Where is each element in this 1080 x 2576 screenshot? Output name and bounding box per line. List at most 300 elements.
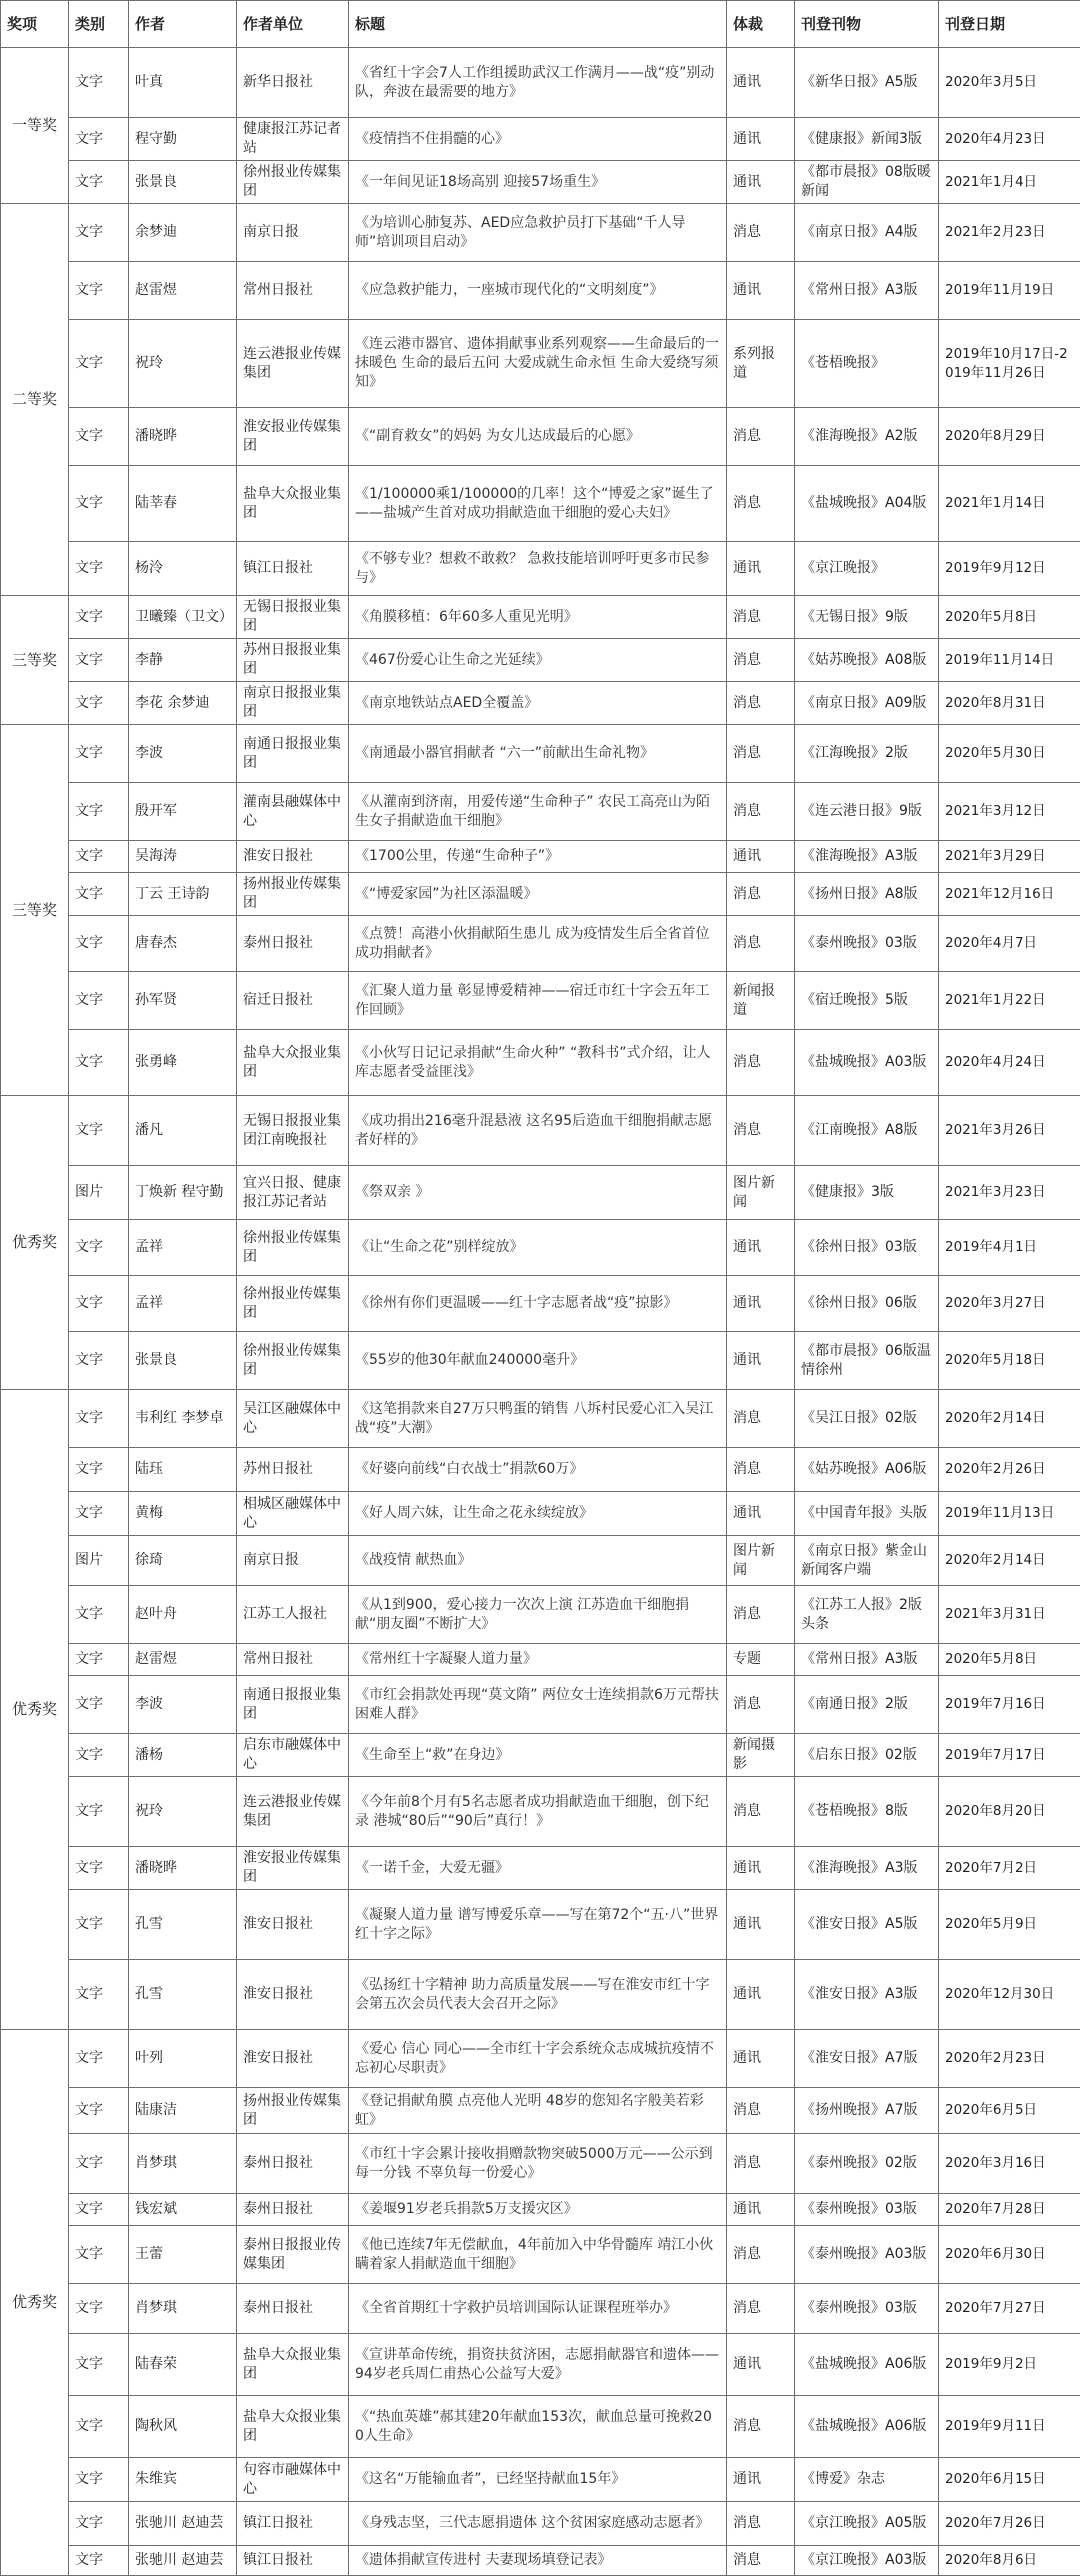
- date-cell: 2021年1月14日: [939, 466, 1080, 542]
- author-cell: 孔雪: [129, 1960, 237, 2030]
- header-unit: 作者单位: [237, 1, 349, 48]
- table-row: [1, 408, 1080, 466]
- unit-cell: 句容市融媒体中心: [237, 2458, 349, 2502]
- publication-cell: 《淮海晚报》A2版: [795, 408, 939, 466]
- unit-cell: 常州日报社: [237, 1644, 349, 1676]
- table-row: [1, 2194, 1080, 2226]
- genre-cell: 专题: [727, 1644, 795, 1676]
- title-cell: 《“博爱家园”为社区添温暖》: [349, 873, 727, 916]
- title-cell: 《他已连续7年无偿献血，4年前加入中华骨髓库 靖江小伙瞒着家人捐献造血干细胞》: [349, 2226, 727, 2284]
- date-cell: 2019年4月1日: [939, 1220, 1080, 1276]
- author-cell: 余梦迪: [129, 204, 237, 262]
- unit-cell: 无锡日报报业集团江南晚报社: [237, 1096, 349, 1166]
- award-cell: 三等奖: [1, 725, 69, 1096]
- table-row: [1, 1332, 1080, 1390]
- unit-cell: 新华日报社: [237, 48, 349, 118]
- publication-cell: 《吴江日报》02版: [795, 1390, 939, 1448]
- header-publication: 刊登刊物: [795, 1, 939, 48]
- genre-cell: 通讯: [727, 1847, 795, 1890]
- category-cell: 文字: [69, 408, 129, 466]
- unit-cell: 扬州报业传媒集团: [237, 873, 349, 916]
- genre-cell: 消息: [727, 682, 795, 725]
- author-cell: 孙军贤: [129, 972, 237, 1030]
- publication-cell: 《扬州日报》A8版: [795, 873, 939, 916]
- genre-cell: 消息: [727, 596, 795, 639]
- publication-cell: 《徐州日报》03版: [795, 1220, 939, 1276]
- date-cell: 2020年3月5日: [939, 48, 1080, 118]
- table-row: [1, 262, 1080, 320]
- header-author: 作者: [129, 1, 237, 48]
- author-cell: 陆珏: [129, 1448, 237, 1492]
- author-cell: 唐春杰: [129, 916, 237, 972]
- category-cell: 文字: [69, 2546, 129, 2576]
- category-cell: 文字: [69, 466, 129, 542]
- date-cell: 2019年9月11日: [939, 2396, 1080, 2458]
- author-cell: 陶秋风: [129, 2396, 237, 2458]
- table-row: [1, 1030, 1080, 1096]
- category-cell: 文字: [69, 1276, 129, 1332]
- genre-cell: 消息: [727, 873, 795, 916]
- title-cell: 《祭双亲 》: [349, 1166, 727, 1220]
- title-cell: 《生命至上“救”在身边》: [349, 1734, 727, 1777]
- date-cell: 2020年7月28日: [939, 2194, 1080, 2226]
- category-cell: 文字: [69, 1890, 129, 1960]
- category-cell: 文字: [69, 1220, 129, 1276]
- unit-cell: 无锡日报报业集团: [237, 596, 349, 639]
- title-cell: 《战疫情 献热血》: [349, 1536, 727, 1586]
- unit-cell: 泰州日报社: [237, 2194, 349, 2226]
- genre-cell: 消息: [727, 2134, 795, 2194]
- title-cell: 《好人周六妹，让生命之花永续绽放》: [349, 1492, 727, 1536]
- date-cell: 2020年12月30日: [939, 1960, 1080, 2030]
- category-cell: 文字: [69, 1734, 129, 1777]
- category-cell: 文字: [69, 1448, 129, 1492]
- unit-cell: 苏州日报报业集团: [237, 639, 349, 682]
- author-cell: 杨泠: [129, 542, 237, 596]
- genre-cell: 消息: [727, 1030, 795, 1096]
- table-row: [1, 1220, 1080, 1276]
- unit-cell: 健康报江苏记者站: [237, 118, 349, 161]
- table-row: [1, 1096, 1080, 1166]
- category-cell: 图片: [69, 1536, 129, 1586]
- title-cell: 《这名“万能输血者”，已经坚持献血15年》: [349, 2458, 727, 2502]
- genre-cell: 消息: [727, 783, 795, 841]
- publication-cell: 《健康报》3版: [795, 1166, 939, 1220]
- title-cell: 《弘扬红十字精神 助力高质量发展——写在淮安市红十字会第五次会员代表大会召开之际》: [349, 1960, 727, 2030]
- genre-cell: 消息: [727, 2284, 795, 2334]
- unit-cell: 泰州日报社: [237, 916, 349, 972]
- category-cell: 文字: [69, 2396, 129, 2458]
- genre-cell: 通讯: [727, 118, 795, 161]
- unit-cell: 连云港报业传媒集团: [237, 320, 349, 408]
- header-award: 奖项: [1, 1, 69, 48]
- author-cell: 王蕾: [129, 2226, 237, 2284]
- date-cell: 2019年9月12日: [939, 542, 1080, 596]
- title-cell: 《“热血英雄”郝其建20年献血153次，献血总量可挽救200人生命》: [349, 2396, 727, 2458]
- category-cell: 文字: [69, 873, 129, 916]
- title-cell: 《南京地铁站点AED全覆盖》: [349, 682, 727, 725]
- title-cell: 《一年间见证18场高别 迎接57场重生》: [349, 161, 727, 204]
- author-cell: 祝玲: [129, 1777, 237, 1847]
- table-row: [1, 2546, 1080, 2576]
- category-cell: 文字: [69, 2334, 129, 2396]
- genre-cell: 消息: [727, 2396, 795, 2458]
- publication-cell: 《徐州日报》06版: [795, 1276, 939, 1332]
- author-cell: 程守勤: [129, 118, 237, 161]
- award-cell: 优秀奖: [1, 1096, 69, 1390]
- author-cell: 张驰川 赵迪芸: [129, 2546, 237, 2576]
- title-cell: 《55岁的他30年献血240000毫升》: [349, 1332, 727, 1390]
- title-cell: 《宣讲革命传统，捐资扶贫济困，志愿捐献器官和遗体——94岁老兵周仁甫热心公益写大爱》: [349, 2334, 727, 2396]
- date-cell: 2020年3月27日: [939, 1276, 1080, 1332]
- publication-cell: 《连云港日报》9版: [795, 783, 939, 841]
- unit-cell: 南京日报: [237, 1536, 349, 1586]
- category-cell: 文字: [69, 596, 129, 639]
- genre-cell: 消息: [727, 725, 795, 783]
- author-cell: 韦利红 李梦卓: [129, 1390, 237, 1448]
- category-cell: 文字: [69, 1777, 129, 1847]
- title-cell: 《南通最小器官捐献者 “六一”前献出生命礼物》: [349, 725, 727, 783]
- category-cell: 文字: [69, 161, 129, 204]
- publication-cell: 《江南晚报》A8版: [795, 1096, 939, 1166]
- category-cell: 文字: [69, 1586, 129, 1644]
- author-cell: 殷开军: [129, 783, 237, 841]
- date-cell: 2020年4月24日: [939, 1030, 1080, 1096]
- table-row: [1, 2502, 1080, 2546]
- category-cell: 文字: [69, 1030, 129, 1096]
- category-cell: 文字: [69, 320, 129, 408]
- publication-cell: 《新华日报》A5版: [795, 48, 939, 118]
- publication-cell: 《盐城晚报》A03版: [795, 1030, 939, 1096]
- unit-cell: 淮安报业传媒集团: [237, 408, 349, 466]
- genre-cell: 新闻报道: [727, 972, 795, 1030]
- date-cell: 2020年4月23日: [939, 118, 1080, 161]
- genre-cell: 消息: [727, 639, 795, 682]
- genre-cell: 通讯: [727, 262, 795, 320]
- table-row: [1, 2396, 1080, 2458]
- genre-cell: 消息: [727, 466, 795, 542]
- title-cell: 《今年前8个月有5名志愿者成功捐献造血干细胞，创下纪录 港城“80后”“90后”真行！》: [349, 1777, 727, 1847]
- genre-cell: 通讯: [727, 1960, 795, 2030]
- category-cell: 文字: [69, 2088, 129, 2134]
- author-cell: 陆春荣: [129, 2334, 237, 2396]
- table-row: [1, 1390, 1080, 1448]
- table-row: [1, 2458, 1080, 2502]
- category-cell: 文字: [69, 1676, 129, 1734]
- publication-cell: 《南京日报》A09版: [795, 682, 939, 725]
- publication-cell: 《泰州晚报》03版: [795, 2194, 939, 2226]
- author-cell: 丁焕新 程守勤: [129, 1166, 237, 1220]
- publication-cell: 《盐城晚报》A04版: [795, 466, 939, 542]
- genre-cell: 消息: [727, 1586, 795, 1644]
- category-cell: 文字: [69, 118, 129, 161]
- unit-cell: 淮安日报社: [237, 1890, 349, 1960]
- title-cell: 《成功捐出216毫升混悬液 这名95后造血干细胞捐献志愿者好样的》: [349, 1096, 727, 1166]
- date-cell: 2020年2月14日: [939, 1390, 1080, 1448]
- author-cell: 张景良: [129, 161, 237, 204]
- genre-cell: 消息: [727, 1777, 795, 1847]
- genre-cell: 消息: [727, 916, 795, 972]
- award-cell: 三等奖: [1, 596, 69, 725]
- author-cell: 祝玲: [129, 320, 237, 408]
- header-date: 刊登日期: [939, 1, 1080, 48]
- title-cell: 《姜堰91岁老兵捐款5万支援灾区》: [349, 2194, 727, 2226]
- category-cell: 文字: [69, 1644, 129, 1676]
- publication-cell: 《扬州晚报》A7版: [795, 2088, 939, 2134]
- date-cell: 2019年11月19日: [939, 262, 1080, 320]
- author-cell: 叶列: [129, 2030, 237, 2088]
- category-cell: 文字: [69, 2134, 129, 2194]
- table-row: [1, 1166, 1080, 1220]
- table-row: [1, 2226, 1080, 2284]
- table-row: [1, 1734, 1080, 1777]
- category-cell: 文字: [69, 972, 129, 1030]
- table-row: [1, 725, 1080, 783]
- publication-cell: 《泰州晚报》03版: [795, 2284, 939, 2334]
- table-row: [1, 1777, 1080, 1847]
- publication-cell: 《都市晨报》06版温情徐州: [795, 1332, 939, 1390]
- category-cell: 文字: [69, 1492, 129, 1536]
- author-cell: 李静: [129, 639, 237, 682]
- author-cell: 朱维宾: [129, 2458, 237, 2502]
- category-cell: 文字: [69, 639, 129, 682]
- unit-cell: 吴江区融媒体中心: [237, 1390, 349, 1448]
- author-cell: 张驰川 赵迪芸: [129, 2502, 237, 2546]
- publication-cell: 《京江晚报》A05版: [795, 2502, 939, 2546]
- author-cell: 陆莘春: [129, 466, 237, 542]
- author-cell: 潘凡: [129, 1096, 237, 1166]
- header-row: [1, 1, 1080, 48]
- date-cell: 2020年4月7日: [939, 916, 1080, 972]
- genre-cell: 通讯: [727, 161, 795, 204]
- category-cell: 图片: [69, 1166, 129, 1220]
- title-cell: 《全省首期红十字救护员培训国际认证课程班举办》: [349, 2284, 727, 2334]
- date-cell: 2020年8月6日: [939, 2546, 1080, 2576]
- table-row: [1, 2284, 1080, 2334]
- date-cell: 2021年1月22日: [939, 972, 1080, 1030]
- publication-cell: 《淮海晚报》A3版: [795, 841, 939, 873]
- table-row: [1, 841, 1080, 873]
- table-body: [1, 48, 1080, 2576]
- date-cell: 2019年7月16日: [939, 1676, 1080, 1734]
- date-cell: 2019年11月14日: [939, 639, 1080, 682]
- title-cell: 《身残志坚，三代志愿捐遗体 这个贫困家庭感动志愿者》: [349, 2502, 727, 2546]
- publication-cell: 《无锡日报》9版: [795, 596, 939, 639]
- table-row: [1, 1276, 1080, 1332]
- title-cell: 《小伙写日记记录捐献“生命火种” “教科书”式介绍，让人库志愿者受益匪浅》: [349, 1030, 727, 1096]
- unit-cell: 徐州报业传媒集团: [237, 1332, 349, 1390]
- publication-cell: 《南京日报》A4版: [795, 204, 939, 262]
- publication-cell: 《淮安日报》A5版: [795, 1890, 939, 1960]
- date-cell: 2019年9月2日: [939, 2334, 1080, 2396]
- publication-cell: 《博爱》杂志: [795, 2458, 939, 2502]
- category-cell: 文字: [69, 1332, 129, 1390]
- table-row: [1, 118, 1080, 161]
- date-cell: 2021年3月29日: [939, 841, 1080, 873]
- title-cell: 《市红十字会累计接收捐赠款物突破5000万元——公示到每一分钱 不辜负每一份爱心》: [349, 2134, 727, 2194]
- genre-cell: 消息: [727, 1676, 795, 1734]
- category-cell: 文字: [69, 725, 129, 783]
- category-cell: 文字: [69, 682, 129, 725]
- unit-cell: 苏州日报社: [237, 1448, 349, 1492]
- author-cell: 李花 余梦迪: [129, 682, 237, 725]
- award-cell: 二等奖: [1, 204, 69, 596]
- unit-cell: 南通日报报业集团: [237, 1676, 349, 1734]
- unit-cell: 淮安日报社: [237, 2030, 349, 2088]
- publication-cell: 《江海晚报》2版: [795, 725, 939, 783]
- title-cell: 《市红会捐款处再现“莫文隋” 两位女士连续捐款6万元帮扶困难人群》: [349, 1676, 727, 1734]
- title-cell: 《从1到900，爱心接力一次次上演 江苏造血干细胞捐献“朋友圈”不断扩大》: [349, 1586, 727, 1644]
- author-cell: 黄梅: [129, 1492, 237, 1536]
- genre-cell: 消息: [727, 1448, 795, 1492]
- author-cell: 陆康洁: [129, 2088, 237, 2134]
- table-row: [1, 1492, 1080, 1536]
- date-cell: 2019年7月17日: [939, 1734, 1080, 1777]
- title-cell: 《徐州有你们更温暖——红十字志愿者战“疫”掠影》: [349, 1276, 727, 1332]
- author-cell: 肖梦琪: [129, 2284, 237, 2334]
- category-cell: 文字: [69, 48, 129, 118]
- publication-cell: 《宿迁晚报》5版: [795, 972, 939, 1030]
- date-cell: 2020年8月29日: [939, 408, 1080, 466]
- award-cell: 优秀奖: [1, 2030, 69, 2576]
- title-cell: 《凝聚人道力量 谱写博爱乐章——写在第72个“五·八”世界红十字之际》: [349, 1890, 727, 1960]
- unit-cell: 南京日报报业集团: [237, 682, 349, 725]
- genre-cell: 系列报道: [727, 320, 795, 408]
- unit-cell: 连云港报业传媒集团: [237, 1777, 349, 1847]
- publication-cell: 《淮安日报》A7版: [795, 2030, 939, 2088]
- category-cell: 文字: [69, 2284, 129, 2334]
- author-cell: 潘杨: [129, 1734, 237, 1777]
- unit-cell: 泰州日报报业传媒集团: [237, 2226, 349, 2284]
- publication-cell: 《泰州晚报》03版: [795, 916, 939, 972]
- category-cell: 文字: [69, 542, 129, 596]
- table-row: [1, 682, 1080, 725]
- genre-cell: 通讯: [727, 2334, 795, 2396]
- publication-cell: 《泰州晚报》A03版: [795, 2226, 939, 2284]
- genre-cell: 通讯: [727, 542, 795, 596]
- table-row: [1, 48, 1080, 118]
- date-cell: 2020年7月27日: [939, 2284, 1080, 2334]
- author-cell: 李波: [129, 1676, 237, 1734]
- author-cell: 孟祥: [129, 1220, 237, 1276]
- date-cell: 2020年3月16日: [939, 2134, 1080, 2194]
- unit-cell: 盐阜大众报业集团: [237, 2396, 349, 2458]
- date-cell: 2020年5月18日: [939, 1332, 1080, 1390]
- table-row: [1, 542, 1080, 596]
- table-row: [1, 320, 1080, 408]
- unit-cell: 江苏工人报社: [237, 1586, 349, 1644]
- title-cell: 《467份爱心让生命之光延续》: [349, 639, 727, 682]
- date-cell: 2020年5月9日: [939, 1890, 1080, 1960]
- title-cell: 《省红十字会7人工作组援助武汉工作满月——战“疫”别动队，奔波在最需要的地方》: [349, 48, 727, 118]
- category-cell: 文字: [69, 204, 129, 262]
- genre-cell: 通讯: [727, 1276, 795, 1332]
- genre-cell: 通讯: [727, 2030, 795, 2088]
- publication-cell: 《常州日报》A3版: [795, 1644, 939, 1676]
- table-row: [1, 1890, 1080, 1960]
- author-cell: 潘晓晔: [129, 1847, 237, 1890]
- publication-cell: 《盐城晚报》A06版: [795, 2334, 939, 2396]
- title-cell: 《1700公里，传递“生命种子”》: [349, 841, 727, 873]
- genre-cell: 消息: [727, 1390, 795, 1448]
- table-row: [1, 161, 1080, 204]
- category-cell: 文字: [69, 916, 129, 972]
- genre-cell: 通讯: [727, 1492, 795, 1536]
- category-cell: 文字: [69, 783, 129, 841]
- award-cell: 优秀奖: [1, 1390, 69, 2030]
- unit-cell: 徐州报业传媒集团: [237, 1220, 349, 1276]
- publication-cell: 《淮安日报》A3版: [795, 1960, 939, 2030]
- date-cell: 2020年5月8日: [939, 1644, 1080, 1676]
- genre-cell: 消息: [727, 2226, 795, 2284]
- date-cell: 2020年7月26日: [939, 2502, 1080, 2546]
- unit-cell: 盐阜大众报业集团: [237, 2334, 349, 2396]
- genre-cell: 通讯: [727, 1890, 795, 1960]
- publication-cell: 《都市晨报》08版暖新闻: [795, 161, 939, 204]
- publication-cell: 《常州日报》A3版: [795, 262, 939, 320]
- unit-cell: 泰州日报社: [237, 2134, 349, 2194]
- table-row: [1, 1448, 1080, 1492]
- genre-cell: 通讯: [727, 2194, 795, 2226]
- title-cell: 《角膜移植：6年60多人重见光明》: [349, 596, 727, 639]
- title-cell: 《连云港市器官、遗体捐献事业系列观察——生命最后的一抹暖色 生命的最后五问 大爱成就生命永恒 生命大爱绕写须知》: [349, 320, 727, 408]
- title-cell: 《汇聚人道力量 彰显博爱精神——宿迁市红十字会五年工作回顾》: [349, 972, 727, 1030]
- category-cell: 文字: [69, 2030, 129, 2088]
- genre-cell: 通讯: [727, 1332, 795, 1390]
- publication-cell: 《姑苏晚报》A08版: [795, 639, 939, 682]
- date-cell: 2020年6月5日: [939, 2088, 1080, 2134]
- unit-cell: 常州日报社: [237, 262, 349, 320]
- table-row: [1, 1960, 1080, 2030]
- unit-cell: 南京日报: [237, 204, 349, 262]
- author-cell: 李波: [129, 725, 237, 783]
- publication-cell: 《南通日报》2版: [795, 1676, 939, 1734]
- publication-cell: 《中国青年报》头版: [795, 1492, 939, 1536]
- unit-cell: 淮安日报社: [237, 1960, 349, 2030]
- date-cell: 2020年2月14日: [939, 1536, 1080, 1586]
- unit-cell: 宿迁日报社: [237, 972, 349, 1030]
- date-cell: 2020年6月30日: [939, 2226, 1080, 2284]
- publication-cell: 《江苏工人报》2版头条: [795, 1586, 939, 1644]
- category-cell: 文字: [69, 2502, 129, 2546]
- genre-cell: 消息: [727, 2088, 795, 2134]
- award-cell: 一等奖: [1, 48, 69, 204]
- publication-cell: 《泰州晚报》02版: [795, 2134, 939, 2194]
- author-cell: 钱宏斌: [129, 2194, 237, 2226]
- unit-cell: 宜兴日报、健康报江苏记者站: [237, 1166, 349, 1220]
- table-row: [1, 204, 1080, 262]
- genre-cell: 消息: [727, 2502, 795, 2546]
- date-cell: 2021年12月16日: [939, 873, 1080, 916]
- genre-cell: 消息: [727, 408, 795, 466]
- genre-cell: 图片新闻: [727, 1536, 795, 1586]
- author-cell: 吴海涛: [129, 841, 237, 873]
- author-cell: 丁云 王诗韵: [129, 873, 237, 916]
- title-cell: 《遗体捐献宣传进村 夫妻现场填登记表》: [349, 2546, 727, 2576]
- title-cell: 《从灌南到济南，用爱传递“生命种子” 农民工高亮山为陌生女子捐献造血干细胞》: [349, 783, 727, 841]
- title-cell: 《应急救护能力，一座城市现代化的“文明刻度”》: [349, 262, 727, 320]
- unit-cell: 淮安日报社: [237, 841, 349, 873]
- date-cell: 2020年2月23日: [939, 2030, 1080, 2088]
- table-row: [1, 1536, 1080, 1586]
- genre-cell: 消息: [727, 204, 795, 262]
- header-title: 标题: [349, 1, 727, 48]
- header-genre: 体裁: [727, 1, 795, 48]
- genre-cell: 消息: [727, 1096, 795, 1166]
- date-cell: 2020年6月15日: [939, 2458, 1080, 2502]
- category-cell: 文字: [69, 2194, 129, 2226]
- author-cell: 孔雪: [129, 1890, 237, 1960]
